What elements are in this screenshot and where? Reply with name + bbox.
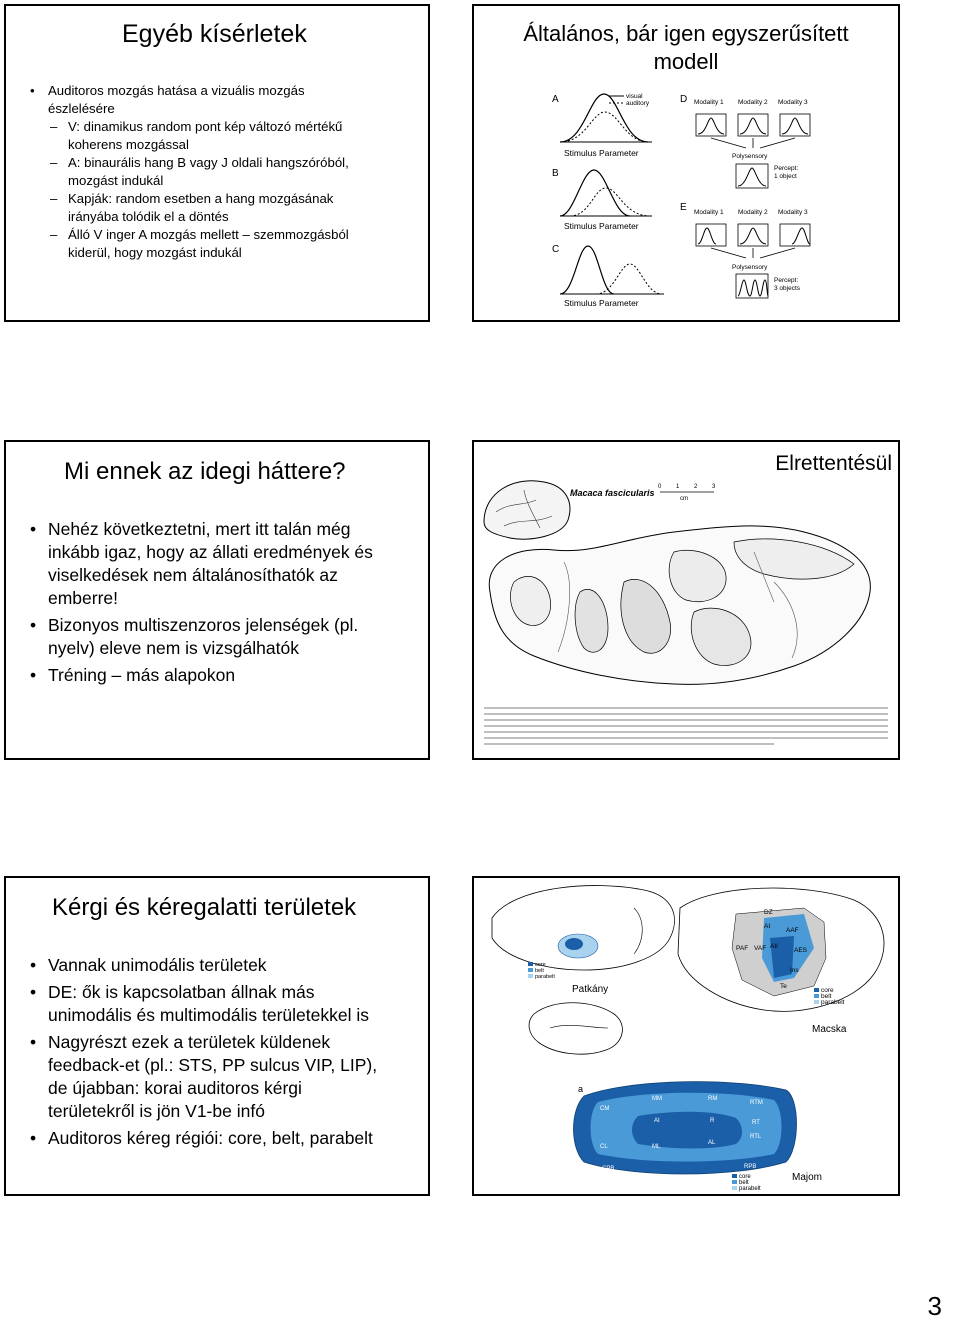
panel-a-axis-label: Stimulus Parameter xyxy=(564,148,639,158)
cat-legend-core: core xyxy=(821,987,834,994)
bullet-line: – A: binaurális hang B vagy J oldali hangszóróból, xyxy=(68,155,349,170)
slide-3 xyxy=(4,440,430,760)
monkey-cm: CM xyxy=(600,1106,610,1112)
slide-1-bullet-list xyxy=(28,82,428,262)
sub-bullet-item xyxy=(28,154,428,190)
bullet-item xyxy=(28,1031,428,1123)
scale-tick-0: 0 xyxy=(658,484,662,490)
slide-5-bullet-list xyxy=(28,954,428,1154)
slide-2-title-line2: modell xyxy=(653,49,719,74)
panel-c-axis-label: Stimulus Parameter xyxy=(564,298,639,308)
cat-dz: DZ xyxy=(764,909,773,916)
cat-aes: AES xyxy=(794,947,808,954)
cat-legend-parabelt: parabelt xyxy=(821,999,845,1006)
panel-d-modality3: Modality 3 xyxy=(778,99,808,106)
bullet-line: • Auditoros kéreg régiói: core, belt, parabelt xyxy=(48,1128,373,1148)
cat-ai: AI xyxy=(764,923,771,930)
slide-4-title: Elrettentésül xyxy=(775,452,892,475)
macaque-cortex-figure xyxy=(474,472,898,752)
bullet-line: területekről is jön V1-be infó xyxy=(48,1101,265,1121)
monkey-rtm: RTM xyxy=(750,1100,763,1106)
slide-2 xyxy=(472,4,900,322)
panel-d-percept-value: 1 object xyxy=(774,173,797,180)
monkey-legend-parabelt: parabelt xyxy=(739,1186,761,1192)
bullet-line: mozgást indukál xyxy=(68,173,164,188)
multisensory-model-figure xyxy=(474,84,898,320)
bullet-line: emberre! xyxy=(48,588,119,608)
bullet-line: inkább igaz, hogy az állati eredmények és xyxy=(48,542,373,562)
legend-auditory: auditory xyxy=(626,100,650,107)
monkey-core xyxy=(632,1112,742,1149)
scale-unit: cm xyxy=(680,496,688,502)
cat-te: Te xyxy=(780,983,787,990)
sub-bullet-item xyxy=(28,226,428,262)
monkey-label: Majom xyxy=(792,1172,823,1183)
panel-b-label: B xyxy=(552,168,559,179)
bullet-line: – Kapják: random esetben a hang mozgásának xyxy=(68,191,334,206)
rat-legend-parabelt: parabelt xyxy=(535,974,555,980)
cat-aii: AII xyxy=(770,943,778,950)
bullet-line: irányába tolódik el a döntés xyxy=(68,209,229,224)
panel-d-modality1: Modality 1 xyxy=(694,99,724,106)
cat-ins: Ins xyxy=(790,967,799,974)
bullet-line: kiderül, hogy mozgást indukál xyxy=(68,245,242,260)
monkey-rtl: RTL xyxy=(750,1134,762,1140)
scale-tick-3: 3 xyxy=(712,484,716,490)
auditory-cortex-species-figure xyxy=(474,878,898,1194)
bullet-line: észlelésére xyxy=(48,101,115,116)
panel-b-axis-label: Stimulus Parameter xyxy=(564,221,639,231)
panel-b-visual-curve xyxy=(560,170,630,216)
monkey-panel-a: a xyxy=(578,1084,584,1094)
bullet-line: – Álló V inger A mozgás mellett – szemmozgásból xyxy=(68,227,349,242)
sub-bullet-item xyxy=(28,190,428,226)
figure-caption-lines xyxy=(484,708,888,744)
panel-e-polysensory: Polysensory xyxy=(732,264,768,271)
bullet-line: • Nagyrészt ezek a területek küldenek xyxy=(48,1032,331,1052)
monkey-legend-belt: belt xyxy=(739,1180,749,1186)
slide-6 xyxy=(472,876,900,1196)
cat-paf: PAF xyxy=(736,945,749,952)
bullet-line: – V: dinamikus random pont kép változó mértékű xyxy=(68,119,343,134)
intact-brain-outline xyxy=(484,481,570,539)
bullet-line: • Vannak unimodális területek xyxy=(48,955,267,975)
monkey-legend-core: core xyxy=(739,1174,751,1180)
monkey-mm: MM xyxy=(652,1096,662,1102)
monkey-ml: ML xyxy=(652,1144,661,1150)
panel-e-modality3: Modality 3 xyxy=(778,209,808,216)
monkey-r: R xyxy=(710,1118,715,1124)
monkey-ai: AI xyxy=(654,1118,660,1124)
bullet-line: • Tréning – más alapokon xyxy=(48,665,236,685)
page-number: 3 xyxy=(927,1291,942,1321)
cat-legend-belt: belt xyxy=(821,993,832,1000)
slide-5-title: Kérgi és kéregalatti területek xyxy=(52,894,357,921)
bullet-line: • Auditoros mozgás hatása a vizuális mozgás xyxy=(48,83,305,98)
monkey-cl: CL xyxy=(600,1144,608,1150)
bullet-item xyxy=(28,954,428,977)
panel-c-visual-curve xyxy=(560,246,614,294)
cat-vaf: VAF xyxy=(754,945,767,952)
slide-3-title: Mi ennek az idegi háttere? xyxy=(64,458,346,485)
slide-4 xyxy=(472,440,900,760)
panel-d-polysensory: Polysensory xyxy=(732,153,768,160)
bullet-line: nyelv) eleve nem is vizsgálhatók xyxy=(48,638,299,658)
slide-1 xyxy=(4,4,430,322)
rat-label: Patkány xyxy=(572,984,609,995)
panel-c-auditory-curve xyxy=(596,264,662,294)
monkey-brain-outline xyxy=(529,1003,622,1054)
panel-d-label: D xyxy=(680,94,688,105)
cat-label: Macska xyxy=(812,1024,847,1035)
panel-c-label: C xyxy=(552,244,560,255)
monkey-cpb: CPB xyxy=(602,1166,615,1172)
panel-e-modality2: Modality 2 xyxy=(738,209,768,216)
panel-e-label: E xyxy=(680,202,687,213)
slide-1-title: Egyéb kísérletek xyxy=(122,20,307,48)
bullet-line: • DE: ők is kapcsolatban állnak más xyxy=(48,982,315,1002)
bullet-line: de újabban: korai auditoros kérgi xyxy=(48,1078,302,1098)
monkey-al: AL xyxy=(708,1140,716,1146)
bullet-item xyxy=(28,981,428,1027)
slide-2-title-line1: Általános, bár igen egyszerűsített xyxy=(523,21,849,46)
panel-a-label: A xyxy=(552,94,559,105)
bullet-line: • Bizonyos multiszenzoros jelenségek (pl. xyxy=(48,615,359,635)
bullet-line: • Nehéz következtetni, mert itt talán még xyxy=(48,519,351,539)
bullet-item xyxy=(28,518,428,610)
legend-visual: visual xyxy=(626,93,643,100)
rat-legend-core: core xyxy=(535,962,546,968)
monkey-rm: RM xyxy=(708,1096,718,1102)
panel-d-modality2: Modality 2 xyxy=(738,99,768,106)
rat-legend-belt: belt xyxy=(535,968,544,974)
figure-species-label: Macaca fascicularis xyxy=(570,488,655,498)
monkey-rpb: RPB xyxy=(744,1164,757,1170)
bullet-item xyxy=(28,614,428,660)
bullet-line: unimodális és multimodális területekkel is xyxy=(48,1005,369,1025)
sub-bullet-item xyxy=(28,118,428,154)
panel-a-auditory-curve xyxy=(560,112,648,142)
panel-e-percept-label: Percept: xyxy=(774,277,799,284)
scale-tick-2: 2 xyxy=(694,484,698,490)
panel-e-modality1: Modality 1 xyxy=(694,209,724,216)
slide-2-title xyxy=(474,20,898,76)
scale-tick-1: 1 xyxy=(676,484,680,490)
panel-e-percept-value: 3 objects xyxy=(774,285,801,292)
bullet-line: koherens mozgással xyxy=(68,137,189,152)
monkey-rt: RT xyxy=(752,1120,760,1126)
panel-d-percept-label: Percept: xyxy=(774,165,799,172)
bullet-item xyxy=(28,664,428,687)
slide-3-bullet-list xyxy=(28,518,428,691)
bullet-item xyxy=(28,82,428,118)
slide-5 xyxy=(4,876,430,1196)
cat-aaf: AAF xyxy=(786,927,799,934)
bullet-line: viselkedések nem általánosíthatók az xyxy=(48,565,338,585)
bullet-line: feedback-et (pl.: STS, PP sulcus VIP, LIP), xyxy=(48,1055,378,1075)
bullet-item xyxy=(28,1127,428,1150)
